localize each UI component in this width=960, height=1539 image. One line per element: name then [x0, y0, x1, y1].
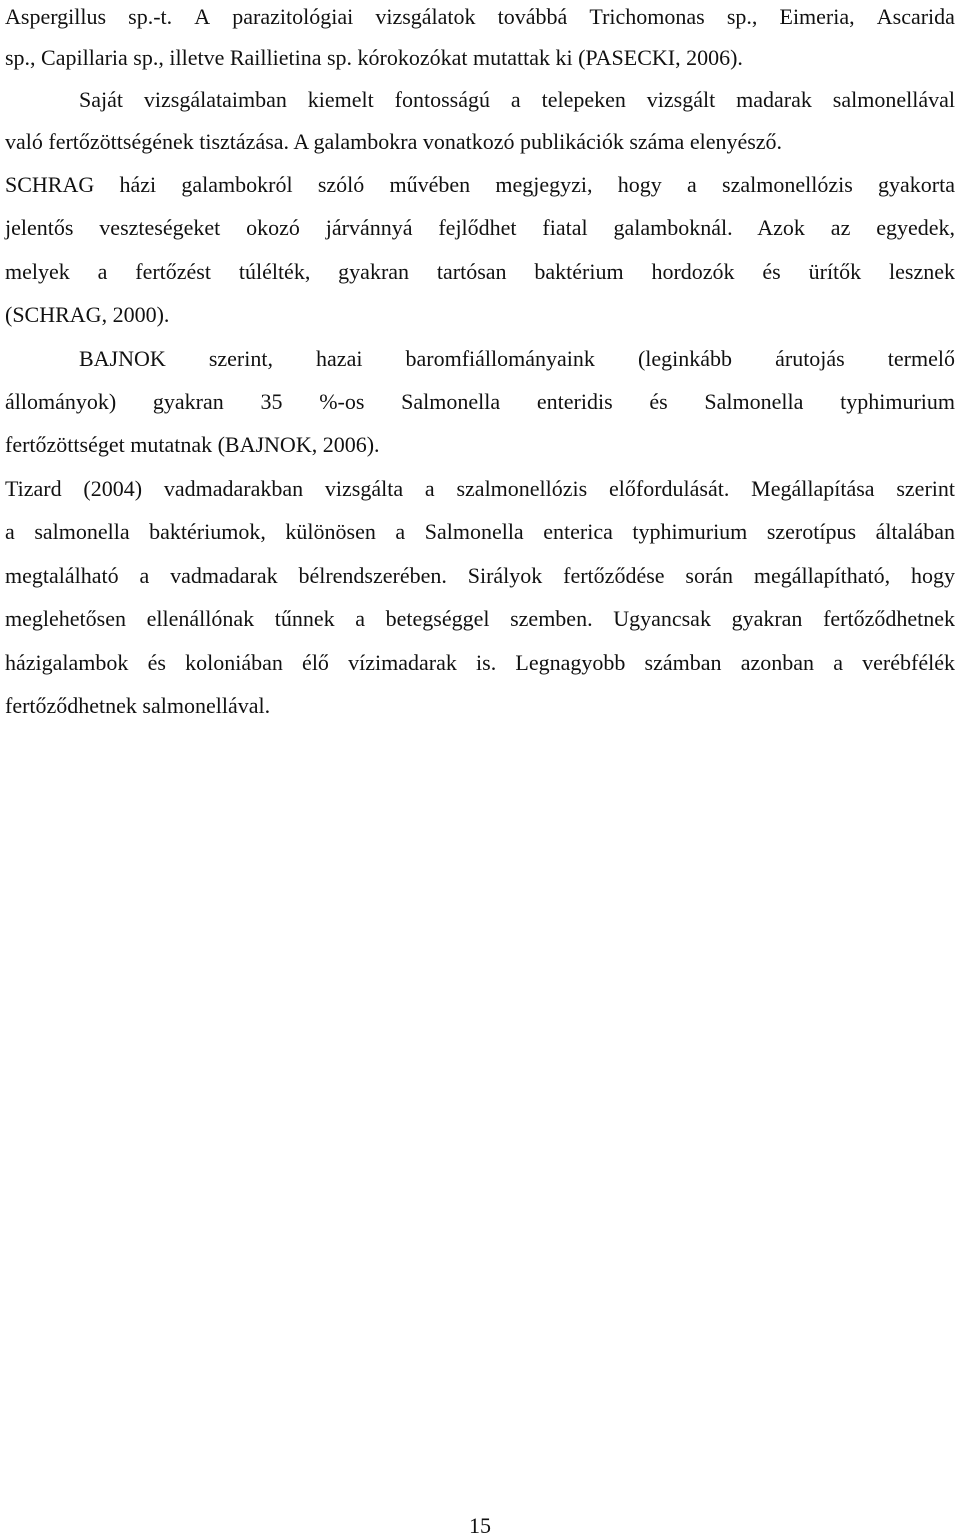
text-line: fertőzöttséget mutatnak (BAJNOK, 2006).	[5, 432, 380, 457]
word: vizsgálatok	[375, 4, 476, 29]
word: Eimeria,	[779, 4, 855, 29]
text-line: megtalálható a vadmadarak bélrendszerében. Sirályok fertőződése során megállapítható, hogy	[5, 563, 955, 588]
word: Aspergillus	[5, 4, 107, 29]
text-line: melyek a fertőzést túlélték, gyakran tartósan baktérium hordozók és ürítők lesznek	[5, 259, 955, 284]
word: Trichomonas	[589, 4, 705, 29]
text-line: házigalambok és koloniában élő vízimadarak is. Legnagyobb számban azonban a verébfélék	[5, 650, 955, 675]
text-line: sp., Capillaria sp., illetve Raillietina sp. kórokozókat mutattak ki (PASECKI, 2006).	[5, 45, 743, 70]
text-line: SCHRAG házi galambokról szóló művében megjegyzi, hogy a szalmonellózis gyakorta	[5, 172, 955, 197]
text-line: BAJNOK szerint, hazai baromfiállományaink (leginkább árutojás termelő	[79, 346, 955, 371]
text-line: Saját vizsgálataimban kiemelt fontosságú a telepeken vizsgált madarak salmonellával	[79, 87, 955, 112]
text-line: Tizard (2004) vadmadarakban vizsgálta a szalmonellózis előfordulását. Megállapítása szerint	[5, 476, 955, 501]
word: A	[194, 4, 211, 29]
text-line: való fertőzöttségének tisztázása. A galambokra vonatkozó publikációk száma elenyésző.	[5, 129, 783, 154]
text-line: (SCHRAG, 2000).	[5, 302, 170, 327]
word: Ascarida	[876, 4, 955, 29]
word: sp.-t.	[128, 4, 173, 29]
text-line: meglehetősen ellenállónak tűnnek a betegséggel szemben. Ugyancsak gyakran fertőződhetnek	[5, 606, 955, 631]
text-line: fertőződhetnek salmonellával.	[5, 693, 271, 718]
text-line	[5, 4, 955, 30]
word: parazitológiai	[232, 4, 354, 29]
text-line: jelentős veszteségeket okozó járvánnyá fejlődhet fiatal galamboknál. Azok az egyedek,	[5, 215, 955, 240]
page-number: 15	[469, 1513, 491, 1538]
word: továbbá	[497, 4, 568, 29]
text-line: a salmonella baktériumok, különösen a Salmonella enterica typhimurium szerotípus általában	[5, 519, 955, 544]
text-line: állományok) gyakran 35 %-os Salmonella enteridis és Salmonella typhimurium	[5, 389, 955, 414]
word: sp.,	[726, 4, 758, 29]
